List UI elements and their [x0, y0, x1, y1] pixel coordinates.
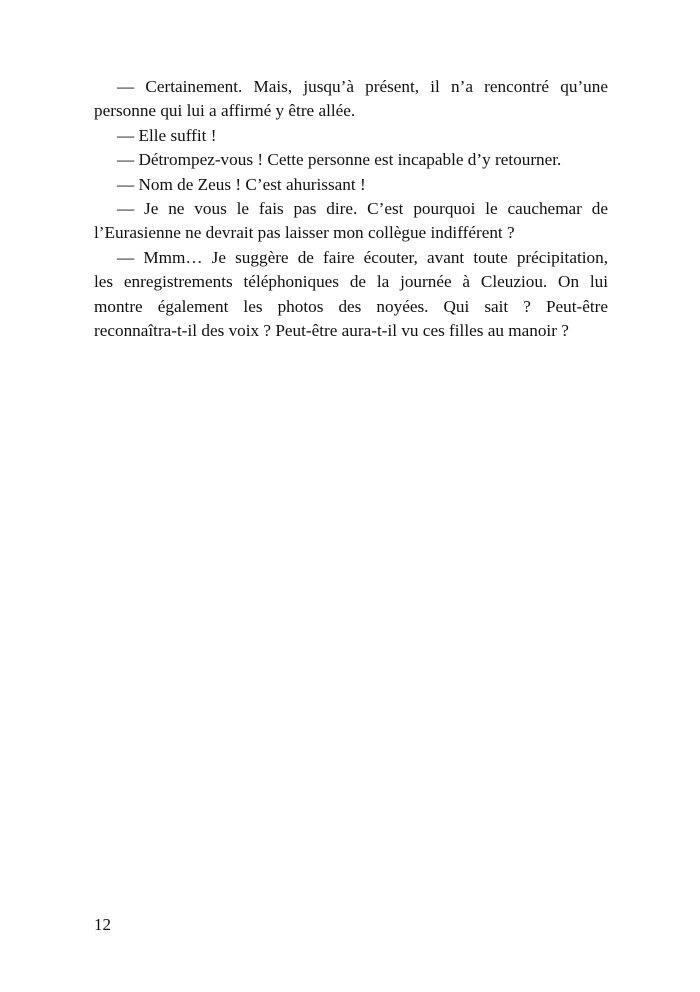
text-line: — Mmm… Je suggère de faire écouter, avant toute précipitation,	[117, 247, 608, 267]
text-line: montre également les photos des noyées. Qui sait ? Peut-être	[94, 296, 608, 316]
text-line: les enregistrements téléphoniques de la journée à Cleuziou. On lui	[94, 272, 608, 292]
text-line: l’Eurasienne ne devrait pas laisser mon collègue indifférent ?	[94, 223, 515, 243]
page-number: 12	[94, 915, 111, 934]
body-text	[94, 75, 608, 343]
text-line: — Elle suffit !	[117, 125, 217, 145]
paragraph	[94, 124, 608, 148]
text-line: — Détrompez-vous ! Cette personne est incapable d’y retourner.	[117, 150, 562, 170]
text-line: — Nom de Zeus ! C’est ahurissant !	[117, 174, 366, 194]
paragraph	[94, 75, 608, 124]
paragraph	[94, 148, 608, 172]
paragraph	[94, 197, 608, 246]
paragraph	[94, 246, 608, 344]
paragraph	[94, 173, 608, 197]
text-line: personne qui lui a affirmé y être allée.	[94, 101, 356, 121]
text-line: reconnaîtra-t-il des voix ? Peut-être aura-t-il vu ces filles au manoir ?	[94, 321, 569, 341]
text-line: — Je ne vous le fais pas dire. C’est pourquoi le cauchemar de	[117, 199, 608, 219]
text-line: — Certainement. Mais, jusqu’à présent, il n’a rencontré qu’une	[117, 77, 608, 96]
